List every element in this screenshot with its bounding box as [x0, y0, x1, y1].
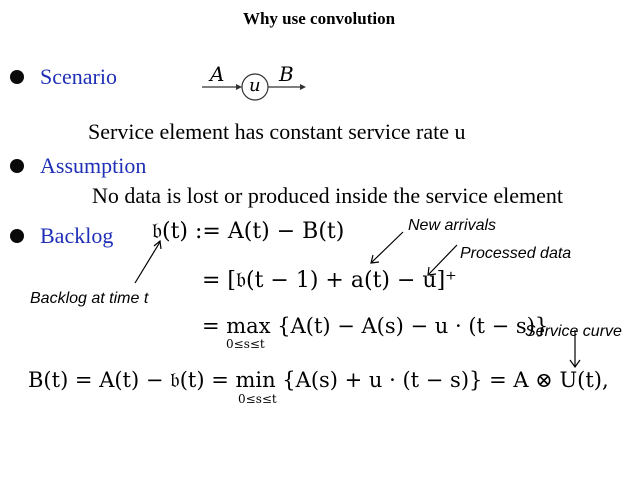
- diagram-node-label: u: [249, 75, 261, 96]
- processed-data-arrow-line: [429, 245, 457, 274]
- backlog-definition-equation: 𝔟(t) := A(t) − B(t): [152, 219, 345, 244]
- new-arrivals-arrow-line: [372, 232, 403, 262]
- departure-min-subscript: 0≤s≤t: [238, 392, 277, 406]
- backlog-arrow-line: [135, 242, 160, 283]
- bullet-label-backlog: Backlog: [40, 223, 114, 248]
- diagram-output-label: B: [279, 62, 294, 86]
- annotation-new-arrivals: New arrivals: [408, 217, 497, 234]
- annotation-backlog-at-time: Backlog at time t: [30, 290, 149, 307]
- service-rate-text: Service element has constant service rate u: [88, 119, 466, 144]
- annotation-service-curve: Service curve: [525, 323, 622, 340]
- annotation-processed-data: Processed data: [460, 245, 572, 262]
- departure-equation: B(t) = A(t) − 𝔟(t) = min {A(s) + u · (t − s)} = A ⊗ U(t),: [28, 368, 609, 392]
- no-loss-text: No data is lost or produced inside the service element: [92, 183, 564, 208]
- bullet-label-scenario: Scenario: [40, 64, 117, 89]
- bullet-label-assumption: Assumption: [40, 153, 147, 178]
- diagram-input-label: A: [210, 62, 225, 86]
- slide-title: Why use convolution: [242, 9, 396, 28]
- backlog-max-equation: = max {A(t) − A(s) − u · (t − s)}: [202, 314, 549, 338]
- backlog-max-subscript: 0≤s≤t: [226, 337, 265, 351]
- backlog-recursion-equation: = [𝔟(t − 1) + a(t) − u]⁺: [202, 268, 457, 293]
